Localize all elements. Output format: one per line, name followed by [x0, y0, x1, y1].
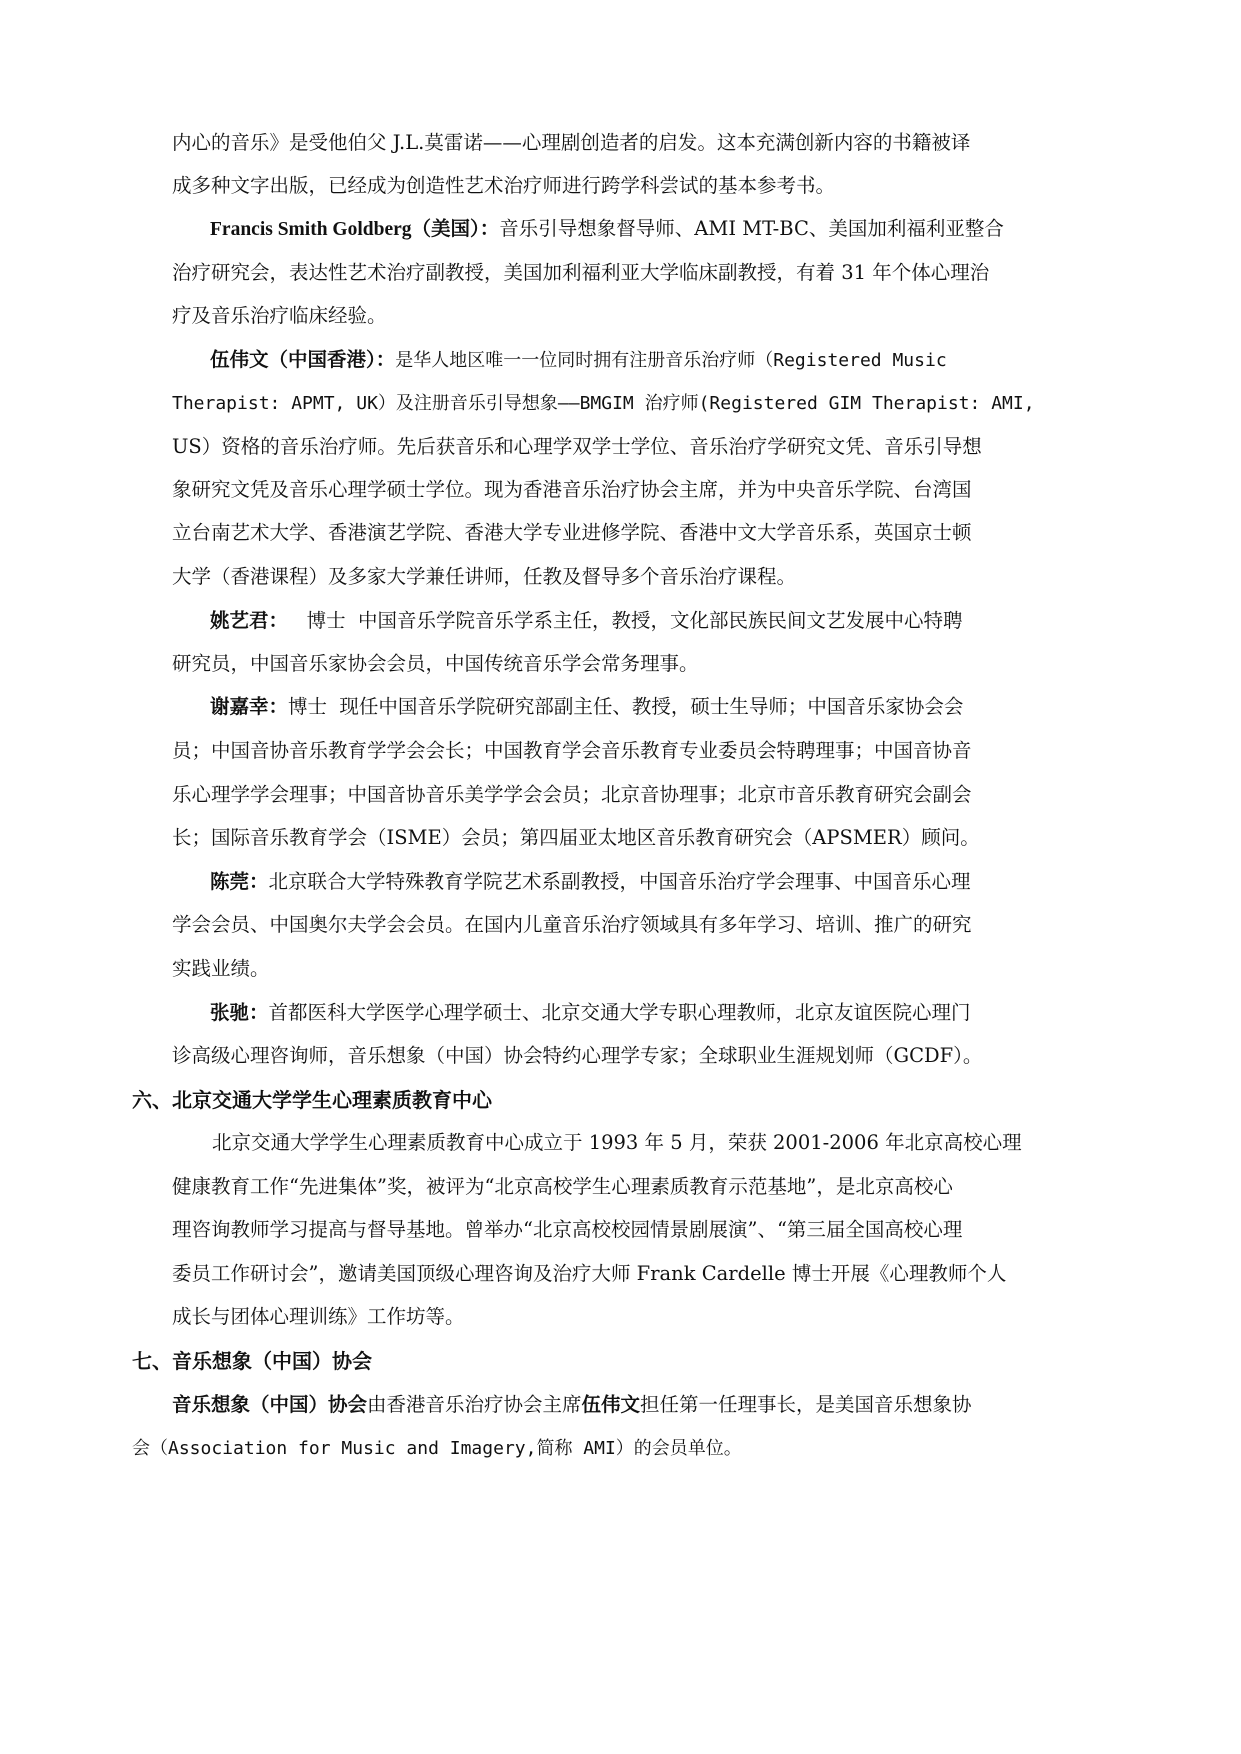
body-text: 担任第一任理事长，是美国音乐想象协	[640, 1393, 972, 1416]
body-text-line: Therapist: APMT, UK）及注册音乐引导想象——BMGIM 治疗师(Registered GIM Therapist: AMI,	[172, 393, 1035, 414]
body-text-line: 委员工作研讨会”，邀请美国顶级心理咨询及治疗大师 Frank Cardelle 博士开展《心理教师个人	[172, 1262, 1007, 1285]
bio-entry-ng	[210, 345, 947, 375]
bio-name: 伍伟文（中国香港）：	[210, 348, 396, 371]
body-text-line: 实践业绩。	[172, 957, 270, 980]
body-text-line: 内心的音乐》是受他伯父 J.L.莫雷诺——心理剧创造者的启发。这本充满创新内容的书籍被译	[172, 131, 971, 154]
body-text-line: 员；中国音协音乐教育学学会会长；中国教育学会音乐教育专业委员会特聘理事；中国音协音	[172, 739, 972, 762]
bio-entry-yao	[210, 606, 963, 636]
bio-name: 姚艺君：	[210, 609, 289, 632]
bio-text: 首都医科大学医学心理学硕士、北京交通大学专职心理教师，北京友谊医院心理门	[268, 1001, 971, 1024]
bio-name: 陈莞：	[210, 870, 269, 893]
chairman-name: 伍伟文	[581, 1393, 641, 1416]
body-text-line: 学会会员、中国奥尔夫学会会员。在国内儿童音乐治疗领域具有多年学习、培训、推广的研究	[172, 913, 972, 936]
bio-entry-zhang	[210, 998, 971, 1028]
body-text: 会（Association for Music and Imagery,简称 AMI）的会员单位。	[132, 1438, 742, 1459]
section-heading-6: 六、北京交通大学学生心理素质教育中心	[132, 1088, 492, 1112]
body-text-line: US）资格的音乐治疗师。先后获音乐和心理学双学士学位、音乐治疗学研究文凭、音乐引导想	[172, 435, 982, 458]
body-text-line: 治疗研究会，表达性艺术治疗副教授，美国加利福利亚大学临床副教授，有着 31 年个体心理治	[172, 261, 990, 284]
bio-text: 北京联合大学特殊教育学院艺术系副教授，中国音乐治疗学会理事、中国音乐心理	[268, 870, 971, 893]
body-text: 由香港音乐治疗协会主席	[367, 1393, 582, 1416]
body-text-line: 大学（香港课程）及多家大学兼任讲师，任教及督导多个音乐治疗课程。	[172, 565, 797, 588]
bio-entry-goldberg	[210, 214, 1004, 244]
bio-text: 音乐引导想象督导师、AMI MT-BC、美国加利福利亚整合	[499, 217, 1004, 240]
body-text-line: 诊高级心理咨询师，音乐想象（中国）协会特约心理学专家；全球职业生涯规划师（GCDF）。	[172, 1044, 983, 1067]
body-text-line: 长；国际音乐教育学会（ISME）会员；第四届亚太地区音乐教育研究会（APSMER）顾问。	[172, 826, 980, 849]
body-text-line	[132, 1433, 742, 1463]
bio-name: 谢嘉幸：	[210, 695, 289, 718]
body-text-line: 疗及音乐治疗临床经验。	[172, 304, 387, 327]
bio-text: 是华人地区唯一一位同时拥有注册音乐治疗师（Registered Music	[395, 350, 947, 371]
bio-entry-chen	[210, 867, 971, 897]
bio-name: Francis Smith Goldberg（美国）：	[210, 219, 500, 240]
bio-text: 博士 现任中国音乐学院研究部副主任、教授，硕士生导师；中国音乐家协会会	[288, 695, 964, 718]
body-text-line: 成长与团体心理训练》工作坊等。	[172, 1305, 465, 1328]
body-text-line: 成多种文字出版，已经成为创造性艺术治疗师进行跨学科尝试的基本参考书。	[172, 174, 836, 197]
body-text-line: 乐心理学学会理事；中国音协音乐美学学会会员；北京音协理事；北京市音乐教育研究会副会	[172, 783, 972, 806]
section-heading-7: 七、音乐想象（中国）协会	[132, 1349, 372, 1373]
body-text-line: 理咨询教师学习提高与督导基地。曾举办“北京高校校园情景剧展演”、“第三届全国高校心理	[172, 1218, 963, 1241]
bio-text: 博士 中国音乐学院音乐学系主任，教授，文化部民族民间文艺发展中心特聘	[288, 609, 963, 632]
bio-entry-xie	[210, 692, 963, 722]
body-text-line: 北京交通大学学生心理素质教育中心成立于 1993 年 5 月，荣获 2001-2006 年北京高校心理	[212, 1131, 1022, 1154]
body-text-line: 立台南艺术大学、香港演艺学院、香港大学专业进修学院、香港中文大学音乐系，英国京士顿	[172, 521, 972, 544]
body-text-line: 健康教育工作“先进集体”奖，被评为“北京高校学生心理素质教育示范基地”，是北京高校心	[172, 1175, 953, 1198]
association-name: 音乐想象（中国）协会	[172, 1393, 368, 1416]
association-intro	[172, 1390, 972, 1420]
bio-name: 张驰：	[210, 1001, 269, 1024]
body-text-line: 象研究文凭及音乐心理学硕士学位。现为香港音乐治疗协会主席，并为中央音乐学院、台湾国	[172, 478, 972, 501]
body-text-line: 研究员，中国音乐家协会会员，中国传统音乐学会常务理事。	[172, 652, 699, 675]
